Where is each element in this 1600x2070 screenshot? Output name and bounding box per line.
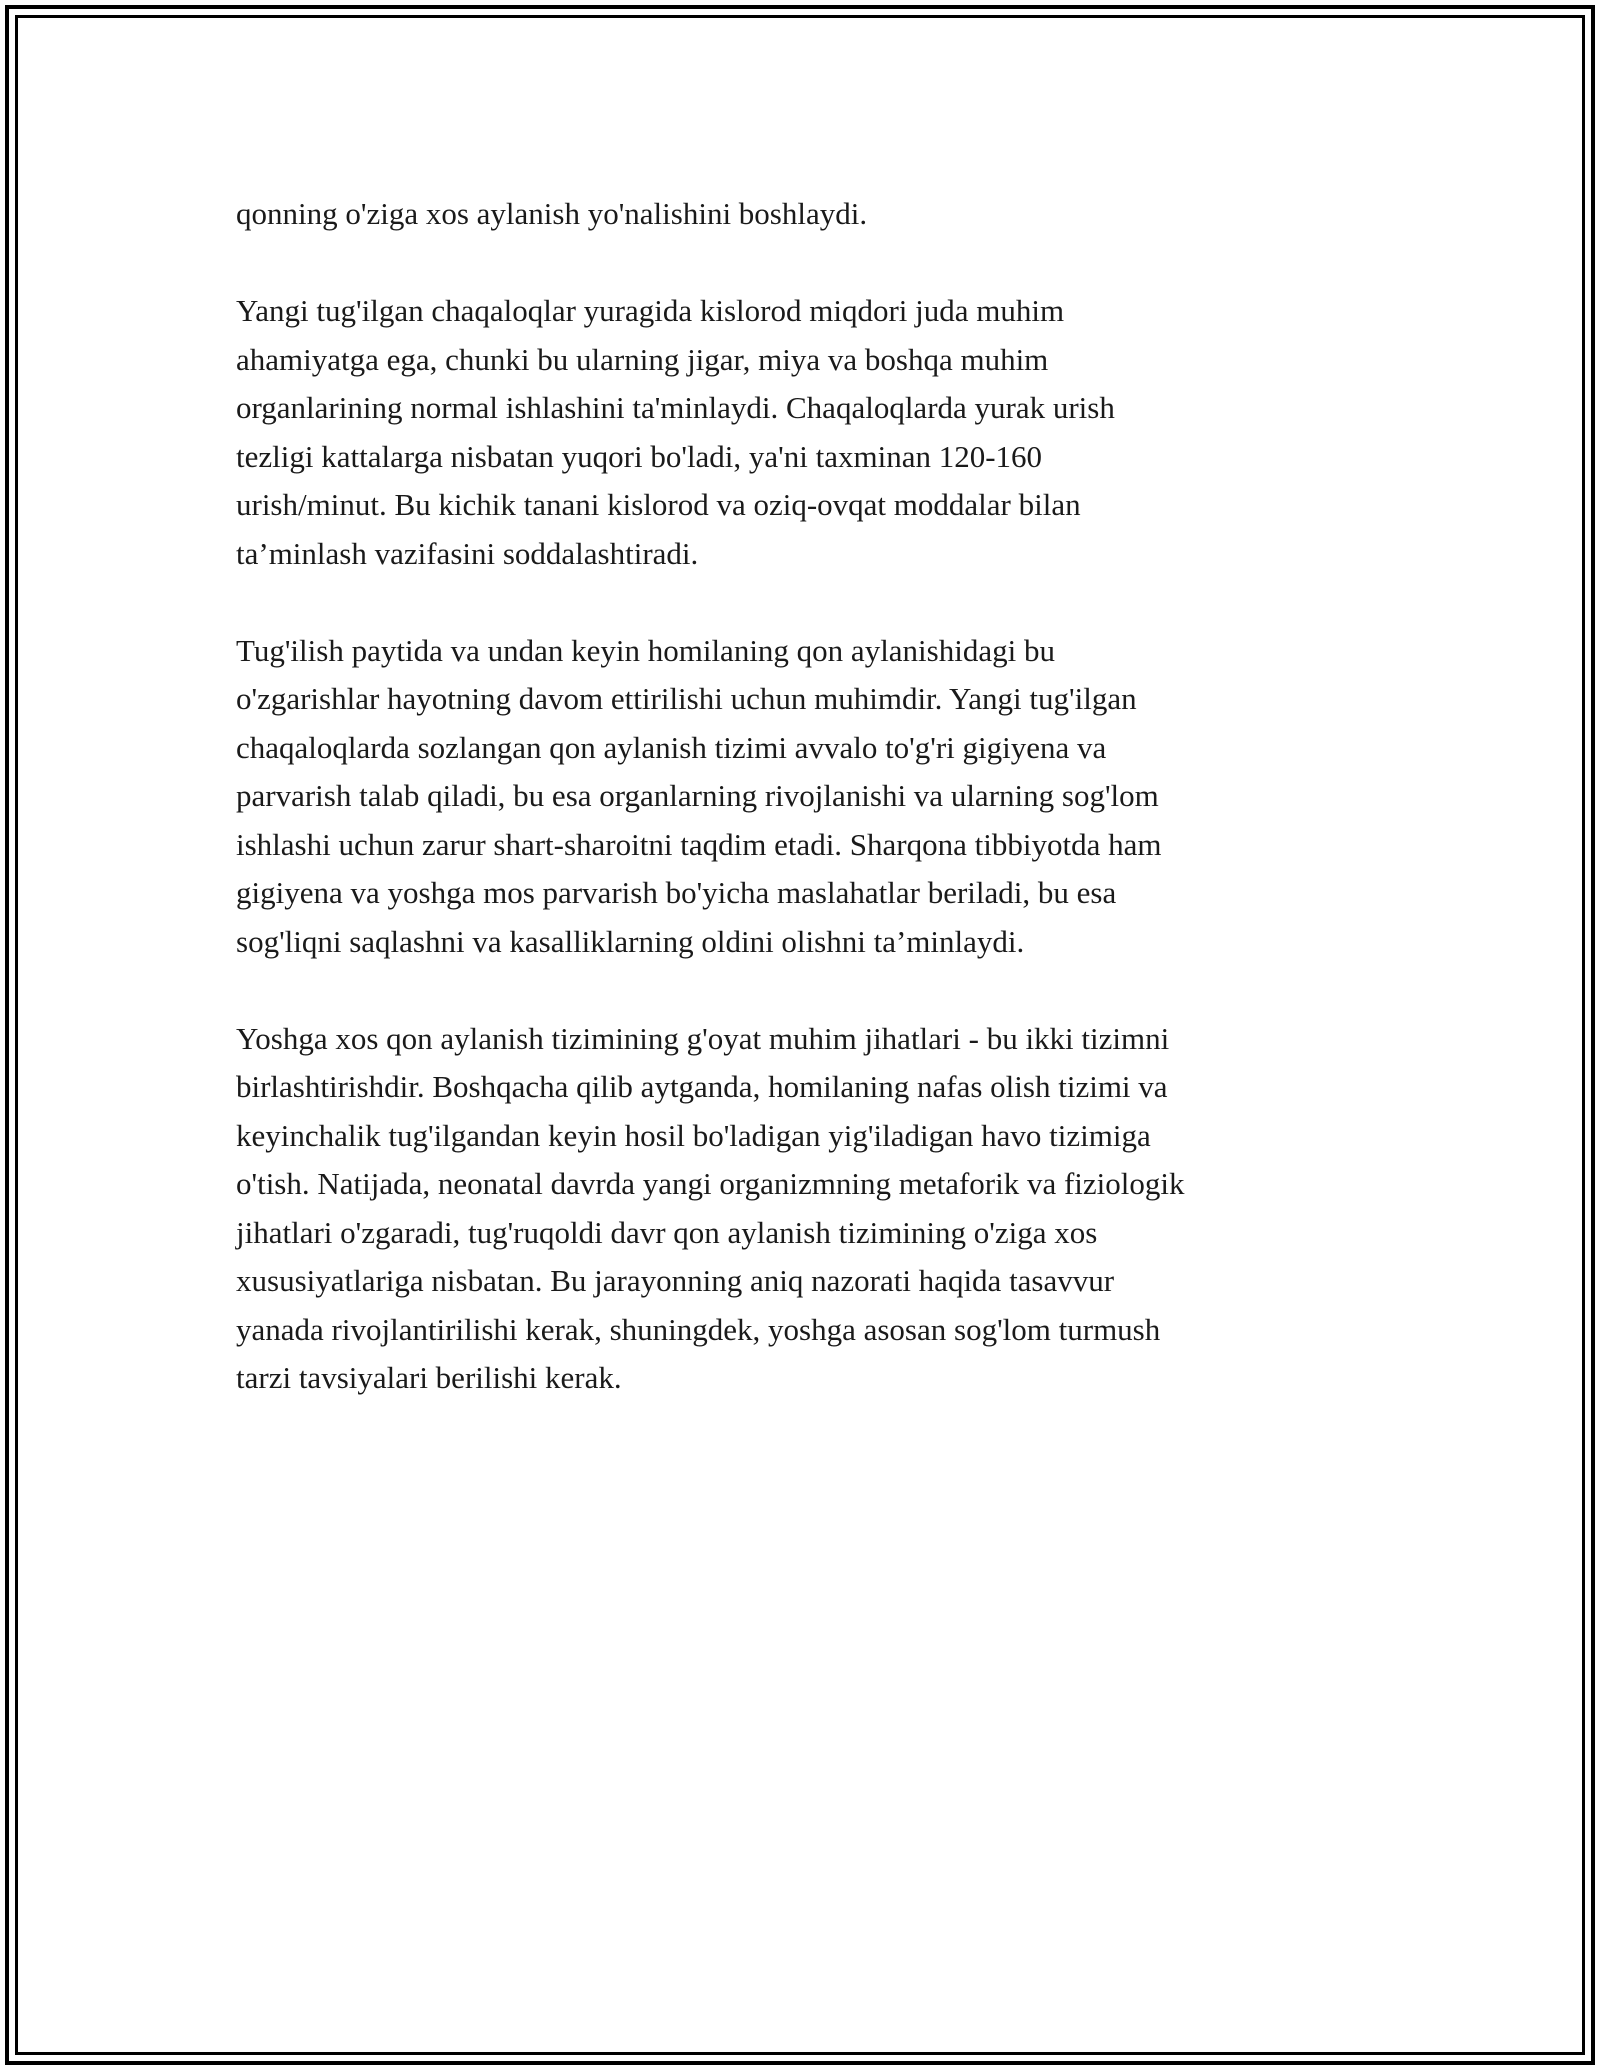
text-line: parvarish talab qiladi, bu esa organlarning rivojlanishi va ularning sog'lom xyxy=(236,778,1159,813)
text-line: xususiyatlariga nisbatan. Bu jarayonning aniq nazorati haqida tasavvur xyxy=(236,1263,1115,1298)
text-line: gigiyena va yoshga mos parvarish bo'yicha maslahatlar beriladi, bu esa xyxy=(236,875,1117,910)
text-line: ta’minlash vazifasini soddalashtiradi. xyxy=(236,535,699,571)
text-line: keyinchalik tug'ilgandan keyin hosil bo'ladigan yig'iladigan havo tizimiga xyxy=(236,1117,1151,1153)
text-line: o'zgarishlar hayotning davom ettirilishi uchun muhimdir. Yangi tug'ilgan xyxy=(236,681,1137,716)
document-body xyxy=(236,190,1396,1451)
text-line: chaqaloqlarda sozlangan qon aylanish tizimi avvalo to'g'ri gigiyena va xyxy=(236,729,1107,765)
text-line: tezligi kattalarga nisbatan yuqori bo'ladi, ya'ni taxminan 120-160 xyxy=(236,438,1043,474)
text-line: urish/minut. Bu kichik tanani kislorod va oziq-ovqat moddalar bilan xyxy=(236,487,1081,522)
text-line: birlashtirishdir. Boshqacha qilib aytganda, homilaning nafas olish tizimi va xyxy=(236,1069,1168,1104)
paragraph xyxy=(236,287,1396,578)
paragraph xyxy=(236,190,1396,239)
text-line: sog'liqni saqlashni va kasalliklarning oldini olishni ta’minlaydi. xyxy=(236,923,1025,959)
text-line: tarzi tavsiyalari berilishi kerak. xyxy=(236,1360,622,1395)
text-line: Yoshga xos qon aylanish tizimining g'oyat muhim jihatlari - bu ikki tizimni xyxy=(236,1020,1170,1056)
text-line: organlarining normal ishlashini ta'minlaydi. Chaqaloqlarda yurak urish xyxy=(236,390,1115,425)
text-line: Yangi tug'ilgan chaqaloqlar yuragida kislorod miqdori juda muhim xyxy=(236,293,1065,328)
text-line: jihatlari o'zgaradi, tug'ruqoldi davr qon aylanish tizimining o'ziga xos xyxy=(236,1214,1098,1250)
text-line: o'tish. Natijada, neonatal davrda yangi organizmning metaforik va fiziologik xyxy=(236,1166,1185,1201)
paragraph xyxy=(236,627,1396,967)
text-line: ishlashi uchun zarur shart-sharoitni taqdim etadi. Sharqona tibbiyotda ham xyxy=(236,826,1162,862)
text-line: yanada rivojlantirilishi kerak, shuningdek, yoshga asosan sog'lom turmush xyxy=(236,1311,1161,1347)
text-line: ahamiyatga ega, chunki bu ularning jigar, miya va boshqa muhim xyxy=(236,341,1049,377)
text-line: qonning o'ziga xos aylanish yo'nalishini boshlaydi. xyxy=(236,196,868,231)
text-line: Tug'ilish paytida va undan keyin homilaning qon aylanishidagi bu xyxy=(236,632,1055,668)
paragraph xyxy=(236,1015,1396,1403)
